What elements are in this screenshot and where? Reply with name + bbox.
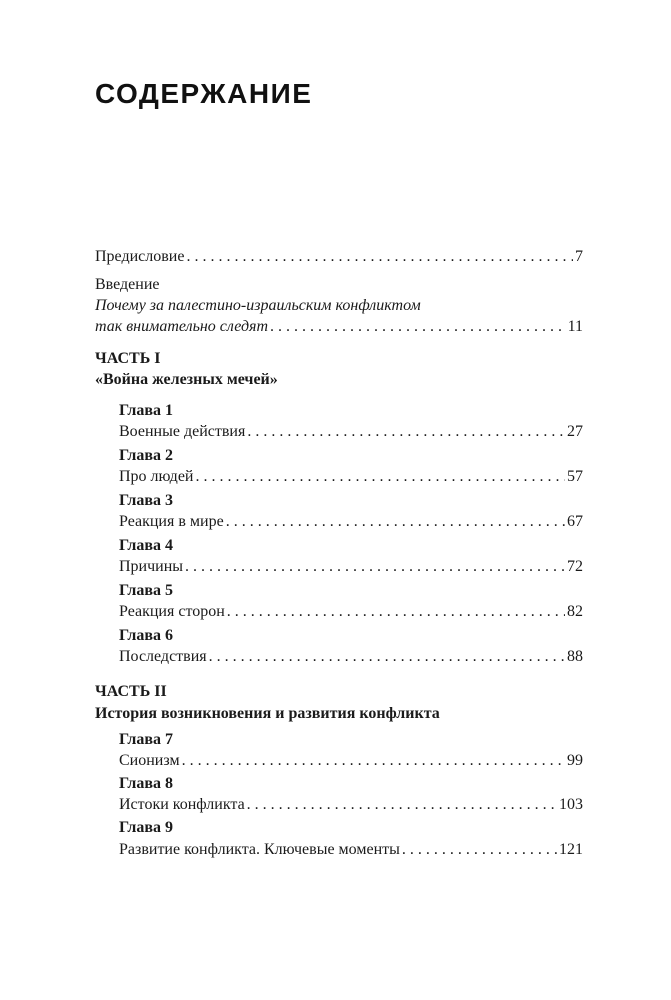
toc-entry-chapter-3[interactable] (119, 512, 583, 532)
intro-label: Введение (95, 276, 160, 293)
dot-leader (270, 317, 566, 337)
entry-title: Последствия (119, 648, 207, 665)
chapter-label: Глава 5 (119, 582, 173, 599)
toc-entry-chapter-2[interactable] (119, 467, 583, 487)
entry-title: Причины (119, 558, 184, 575)
page-title: СОДЕРЖАНИЕ (95, 78, 313, 109)
toc-entry-chapter-1[interactable] (119, 422, 583, 442)
toc-entry-intro[interactable] (95, 317, 583, 337)
dot-leader (247, 795, 557, 815)
chapter-label: Глава 4 (119, 537, 173, 554)
page-number: 27 (567, 423, 583, 440)
dot-leader (247, 422, 565, 442)
chapter-label: Глава 3 (119, 492, 173, 509)
page-number: 57 (567, 468, 583, 485)
chapter-label: Глава 7 (119, 731, 173, 748)
page-number: 67 (567, 513, 583, 530)
chapter-label: Глава 6 (119, 627, 173, 644)
intro-subtitle-line1: Почему за палестино-израильским конфликтом (95, 297, 421, 314)
page-number: 72 (567, 558, 583, 575)
page-number: 88 (567, 648, 583, 665)
dot-leader (186, 247, 573, 267)
entry-title: Реакция в мире (119, 513, 224, 530)
part-label: ЧАСТЬ I (95, 350, 161, 367)
entry-title: Военные действия (119, 423, 246, 440)
dot-leader (227, 602, 565, 622)
toc-entry-chapter-8[interactable] (119, 795, 583, 815)
page-number: 82 (567, 603, 583, 620)
part-subtitle: «Война железных мечей» (95, 371, 278, 388)
chapter-label: Глава 1 (119, 402, 173, 419)
dot-leader (402, 840, 557, 860)
entry-title: Развитие конфликта. Ключевые моменты (119, 841, 400, 858)
page-number: 99 (567, 752, 583, 769)
entry-title: так внимательно следят (95, 318, 269, 335)
page-number: 7 (575, 248, 583, 265)
chapter-label: Глава 2 (119, 447, 173, 464)
part-label: ЧАСТЬ II (95, 683, 167, 700)
dot-leader (226, 512, 565, 532)
toc-entry-preface[interactable] (95, 247, 583, 267)
page-number: 11 (567, 318, 583, 335)
part-subtitle: История возникновения и развития конфликта (95, 705, 440, 722)
chapter-label: Глава 9 (119, 819, 173, 836)
toc-entry-chapter-6[interactable] (119, 647, 583, 667)
toc-entry-chapter-9[interactable] (119, 840, 583, 860)
entry-title: Реакция сторон (119, 603, 225, 620)
dot-leader (209, 647, 565, 667)
entry-title: Про людей (119, 468, 194, 485)
entry-title: Предисловие (95, 248, 185, 265)
toc-entry-chapter-7[interactable] (119, 751, 583, 771)
entry-title: Сионизм (119, 752, 180, 769)
dot-leader (195, 467, 565, 487)
toc-entry-chapter-5[interactable] (119, 602, 583, 622)
page-number: 103 (559, 796, 583, 813)
chapter-label: Глава 8 (119, 775, 173, 792)
dot-leader (182, 751, 565, 771)
entry-title: Истоки конфликта (119, 796, 245, 813)
dot-leader (185, 557, 565, 577)
page-number: 121 (559, 841, 583, 858)
toc-entry-chapter-4[interactable] (119, 557, 583, 577)
